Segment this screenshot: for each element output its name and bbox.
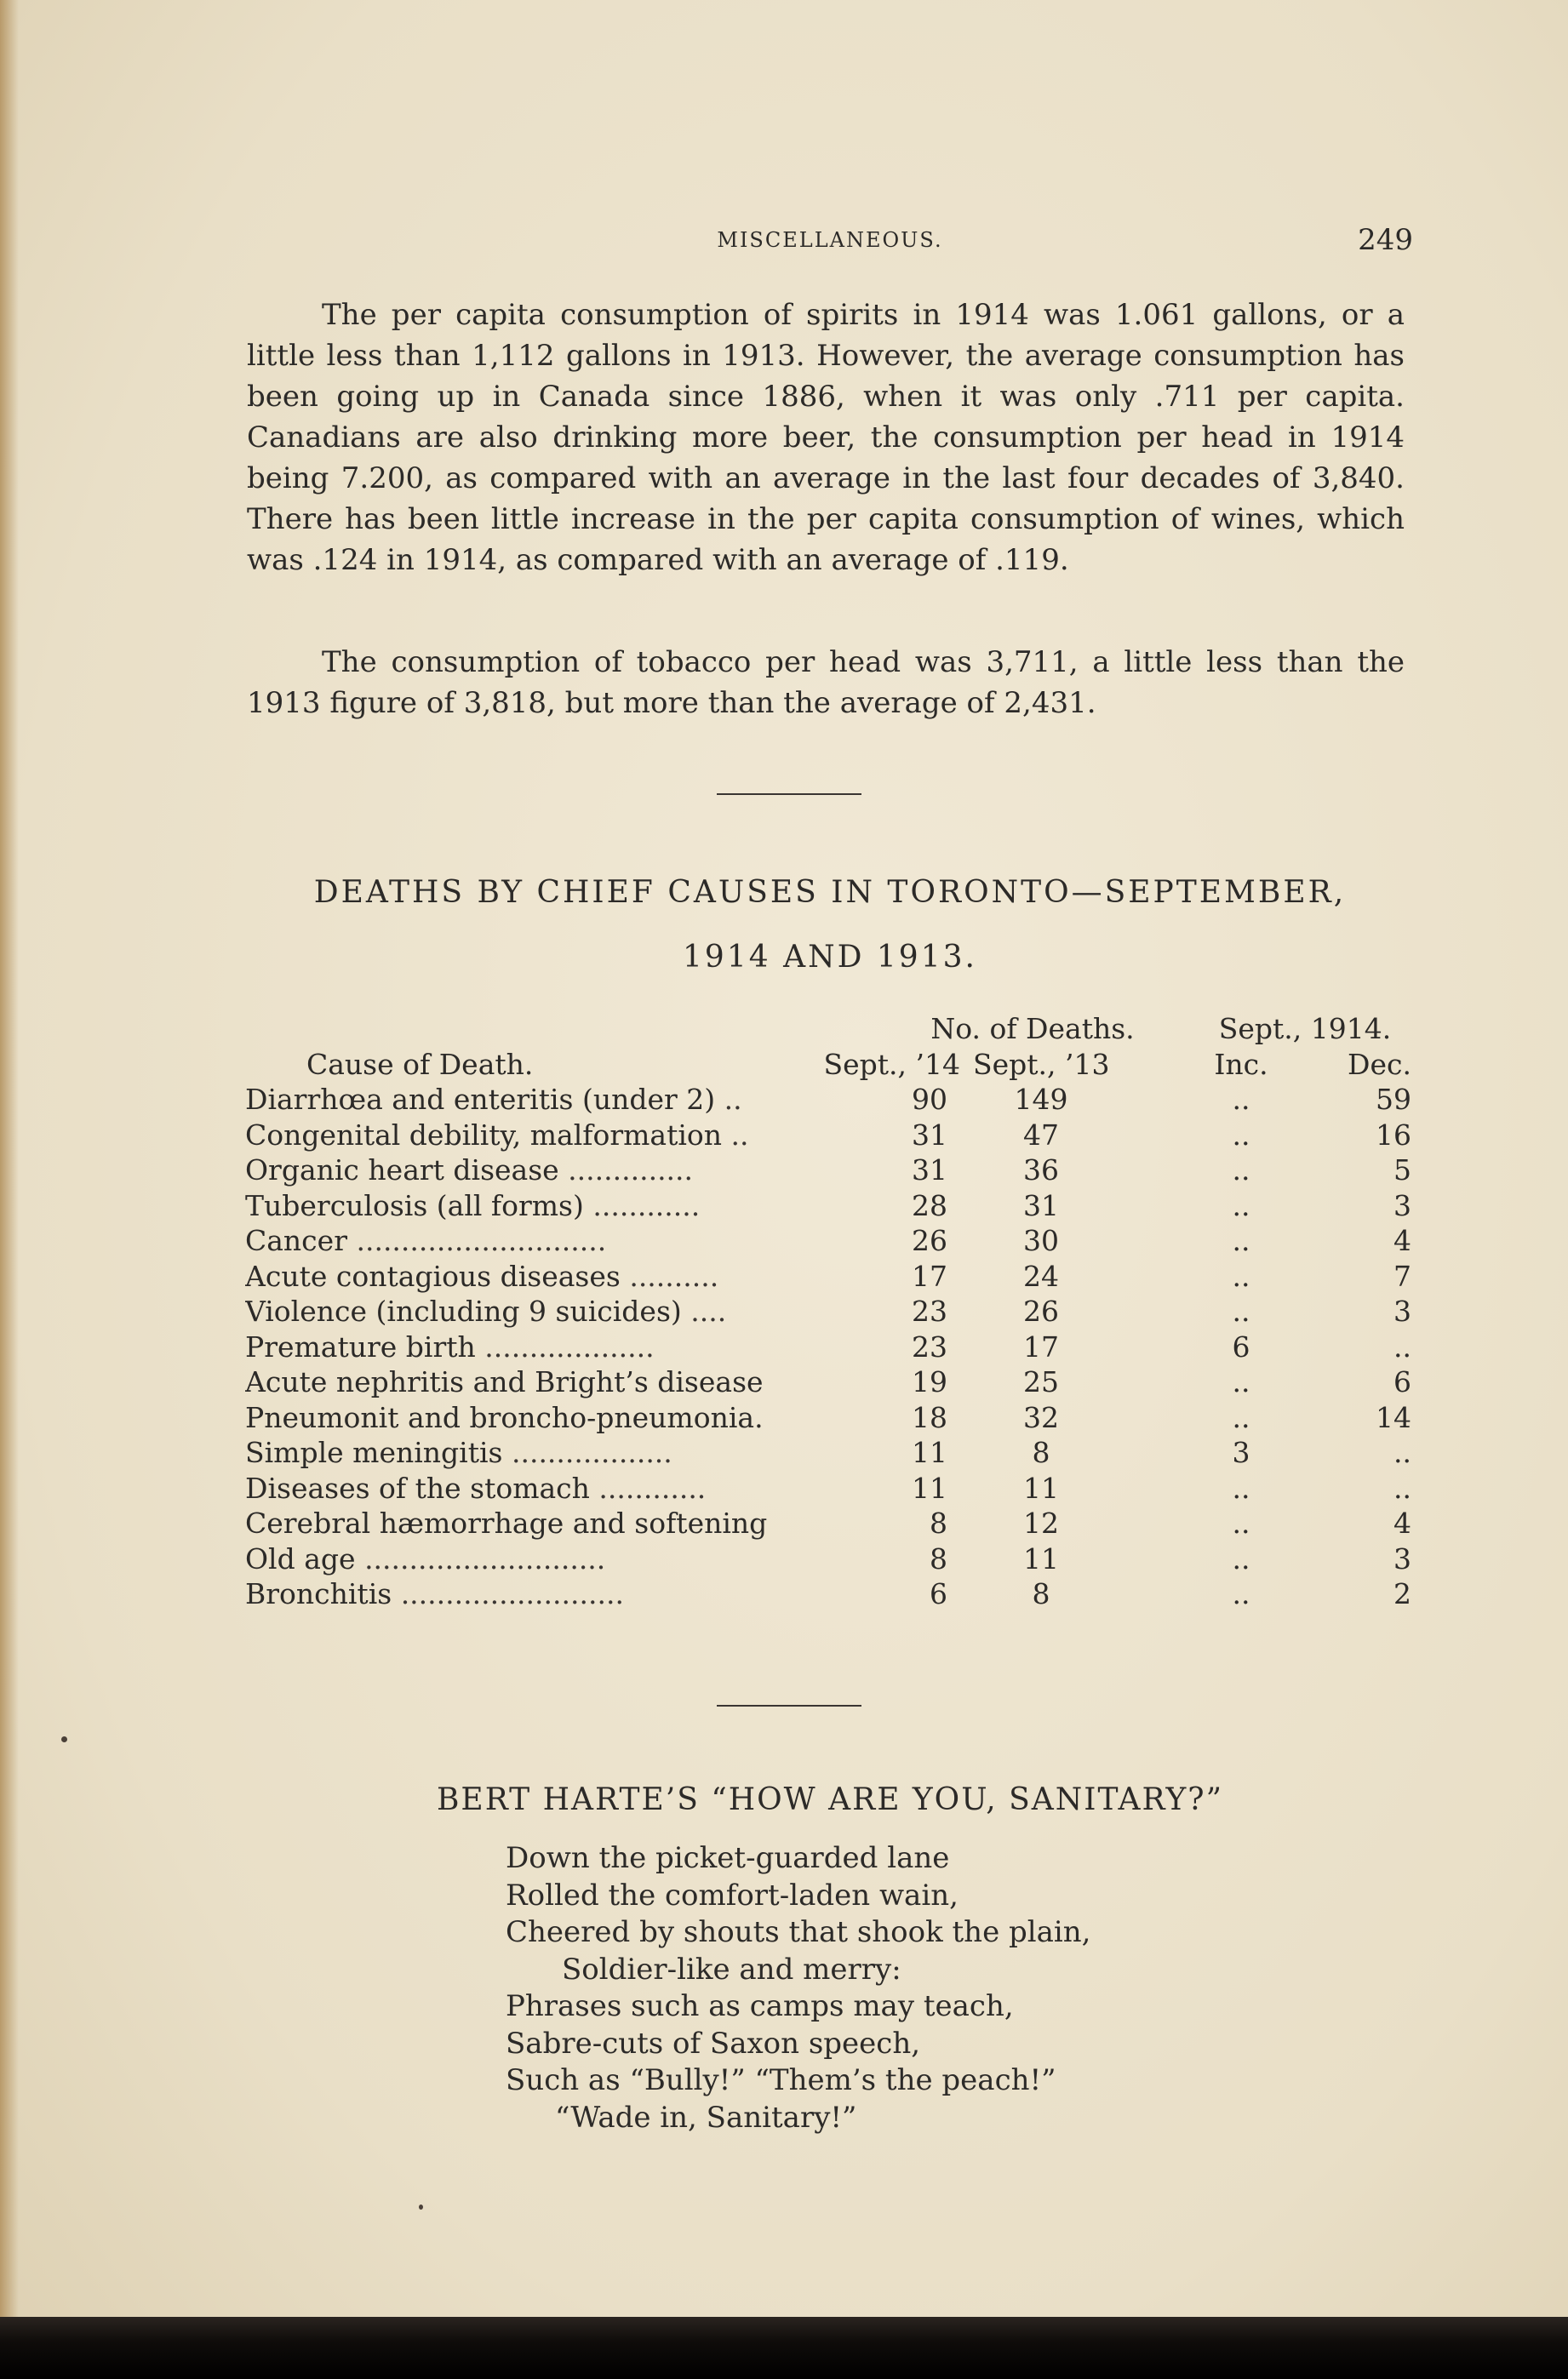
col-sept13-header: Sept., ’13 [973,1047,1110,1081]
cause-cell [245,1188,858,1224]
sept14-cell: 19 [912,1365,947,1398]
sept13-cell: 31 [1023,1188,1059,1222]
sept14-cell: 11 [912,1471,947,1505]
cause-cell [245,1364,858,1400]
sept13-cell: 17 [1023,1330,1059,1364]
table-row [245,1506,1420,1541]
deaths-table [245,1011,1420,1612]
col-dec-header: Dec. [1348,1047,1411,1081]
scan-bottom-edge [0,2317,1568,2379]
dot-leader: .......... [629,1259,719,1293]
poem-title: BERT HARTE’S “HOW ARE YOU, SANITARY?” [436,1782,1224,1817]
dec-cell: 4 [1393,1224,1411,1257]
table-group-header [245,1011,1420,1047]
sept14-cell: 28 [912,1188,947,1222]
inc-cell: .. [1232,1118,1250,1152]
running-title: MISCELLANEOUS. [717,228,943,252]
sept14-cell: 11 [912,1436,947,1469]
sept13-cell: 36 [1023,1153,1059,1187]
table-row [245,1259,1420,1295]
ink-speck [61,1736,67,1742]
group-header-deaths: No. of Deaths. [930,1012,1135,1045]
cause-text: Bronchitis [245,1577,392,1610]
table-row [245,1435,1420,1471]
cause-cell [245,1330,858,1365]
dec-cell: 5 [1393,1153,1411,1187]
inc-cell: .. [1232,1577,1250,1610]
cause-text: Diseases of the stomach [245,1471,590,1505]
sept14-cell: 6 [930,1577,947,1610]
cause-text: Premature birth [245,1330,476,1364]
sept14-cell: 8 [930,1541,947,1576]
dot-leader: .. [730,1118,749,1152]
sept14-cell: 90 [912,1083,947,1116]
cause-cell [245,1152,858,1188]
cause-cell [245,1541,858,1577]
inc-cell: 6 [1232,1330,1250,1364]
dec-cell: 16 [1376,1118,1411,1152]
cause-cell [245,1259,858,1295]
sept13-cell: 11 [1023,1471,1059,1505]
paragraph-tobacco: The consumption of tobacco per head was 3,711, a little less than the 1913 figure of 3,818, but more than the average of 2,431. [247,645,1405,720]
col-cause-header: Cause of Death. [306,1047,534,1081]
section-divider [717,793,861,795]
deaths-title-line1: DEATHS BY CHIEF CAUSES IN TORONTO—SEPTEMBER, [313,875,1347,910]
inc-cell: .. [1232,1365,1250,1398]
sept14-cell: 31 [912,1118,947,1152]
dot-leader: .................. [511,1436,672,1469]
cause-text: Cancer [245,1224,347,1257]
cause-text: Pneumonit and broncho-pneumonia. [245,1400,764,1434]
poem-line: Rolled the comfort-laden wain, [506,1878,959,1913]
dec-cell: 14 [1376,1400,1411,1434]
sept13-cell: 26 [1023,1295,1059,1328]
poem-line: Phrases such as camps may teach, [506,1989,1014,2023]
inc-cell: .. [1232,1188,1250,1222]
inc-cell: .. [1232,1295,1250,1328]
sept13-cell: 47 [1023,1118,1059,1152]
table-row [245,1082,1420,1118]
table-row [245,1118,1420,1153]
sept14-cell: 26 [912,1224,947,1257]
table-row [245,1330,1420,1365]
col-sept14-header: Sept., ’14 [823,1047,960,1081]
inc-cell: .. [1232,1400,1250,1434]
sept13-cell: 25 [1023,1365,1059,1398]
dot-leader: .... [690,1295,727,1328]
dec-cell: 3 [1393,1541,1411,1576]
poem-line: Down the picket-guarded lane [506,1841,950,1875]
sept14-cell: 31 [912,1153,947,1187]
table-row [245,1294,1420,1330]
table-column-header [245,1047,1420,1083]
poem [506,1840,1091,2136]
inc-cell: .. [1232,1224,1250,1257]
running-head [247,223,1413,257]
sept13-cell: 12 [1023,1507,1059,1540]
cause-text: Organic heart disease [245,1153,559,1187]
cause-text: Diarrhœa and enteritis (under 2) [245,1083,716,1116]
paragraph-spirits: The per capita consumption of spirits in 1914 was 1.061 gallons, or a little less than 1,112 gallons in 1913. However, the average consumption has been going up in Canada since 1886, when it was only .711 per capita. Canadians are also drinking more beer, the consumption per head in 1914 being 7.200, as compared with an average in the last four decades of 3,840. There has been little increase in the per capita consumption of wines, which was .124 in 1914, as compared with an average of .119. [247,298,1405,577]
poem-line: “Wade in, Sanitary!” [555,2100,857,2135]
inc-cell: .. [1232,1507,1250,1540]
sept13-cell: 30 [1023,1224,1059,1257]
deaths-title-line2: 1914 AND 1913. [683,940,977,975]
cause-cell [245,1471,858,1507]
poem-line: Soldier-like and merry: [562,1952,901,1987]
cause-text: Tuberculosis (all forms) [245,1188,584,1222]
cause-text: Simple meningitis [245,1436,503,1469]
cause-cell [245,1400,858,1436]
dot-leader: ................... [484,1330,655,1364]
dot-leader: ............ [592,1188,701,1222]
sept14-cell: 23 [912,1295,947,1328]
dot-leader: ............................ [356,1224,607,1257]
ink-speck [419,2205,423,2210]
inc-cell: .. [1232,1083,1250,1116]
sept14-cell: 18 [912,1400,947,1434]
cause-cell [245,1435,858,1471]
sept14-cell: 17 [912,1259,947,1293]
dot-leader: ............ [598,1471,707,1505]
dot-leader: ........................... [364,1541,606,1576]
cause-text: Cerebral hæmorrhage and softening [245,1507,768,1540]
table-row [245,1152,1420,1188]
cause-cell [245,1576,858,1612]
cause-cell [245,1118,858,1153]
dec-cell: 3 [1393,1188,1411,1222]
table-row [245,1188,1420,1224]
cause-cell [245,1294,858,1330]
col-inc-header: Inc. [1214,1047,1268,1081]
cause-text: Congenital debility, malformation [245,1118,723,1152]
dot-leader: .. [724,1083,742,1116]
cause-cell [245,1506,858,1541]
dec-cell: 4 [1393,1507,1411,1540]
table-row [245,1541,1420,1577]
dec-cell: .. [1393,1330,1411,1364]
table-row [245,1400,1420,1436]
dot-leader: ......................... [400,1577,624,1610]
inc-cell: .. [1232,1471,1250,1505]
inc-cell: .. [1232,1541,1250,1576]
sept13-cell: 8 [1032,1577,1050,1610]
table-row [245,1576,1420,1612]
table-row [245,1364,1420,1400]
cause-cell [245,1223,858,1259]
poem-line: Cheered by shouts that shook the plain, [506,1915,1091,1949]
table-body [245,1082,1420,1612]
group-header-change: Sept., 1914. [1218,1012,1392,1045]
dec-cell: 3 [1393,1295,1411,1328]
table-row [245,1223,1420,1259]
sept14-cell: 23 [912,1330,947,1364]
cause-text: Acute contagious diseases [245,1259,621,1293]
cause-cell [245,1082,858,1118]
inc-cell: .. [1232,1259,1250,1293]
table-row [245,1471,1420,1507]
sept13-cell: 149 [1014,1083,1068,1116]
sept13-cell: 11 [1023,1541,1059,1576]
inc-cell: .. [1232,1153,1250,1187]
dec-cell: 6 [1393,1365,1411,1398]
dec-cell: 2 [1393,1577,1411,1610]
inc-cell: 3 [1232,1436,1250,1469]
cause-text: Violence (including 9 suicides) [245,1295,682,1328]
poem-line: Such as “Bully!” “Them’s the peach!” [506,2063,1056,2097]
poem-line: Sabre-cuts of Saxon speech, [506,2026,921,2061]
cause-text: Acute nephritis and Bright’s disease [245,1365,764,1398]
page-number: 249 [1358,223,1413,257]
sept13-cell: 24 [1023,1259,1059,1293]
sept13-cell: 8 [1032,1436,1050,1469]
section-divider [717,1705,861,1707]
dec-cell: .. [1393,1471,1411,1505]
sept14-cell: 8 [930,1507,947,1540]
cause-text: Old age [245,1541,356,1576]
binding-shadow [0,0,19,2379]
dec-cell: 7 [1393,1259,1411,1293]
dec-cell: 59 [1376,1083,1411,1116]
sept13-cell: 32 [1023,1400,1059,1434]
dec-cell: .. [1393,1436,1411,1469]
dot-leader: .............. [568,1153,694,1187]
